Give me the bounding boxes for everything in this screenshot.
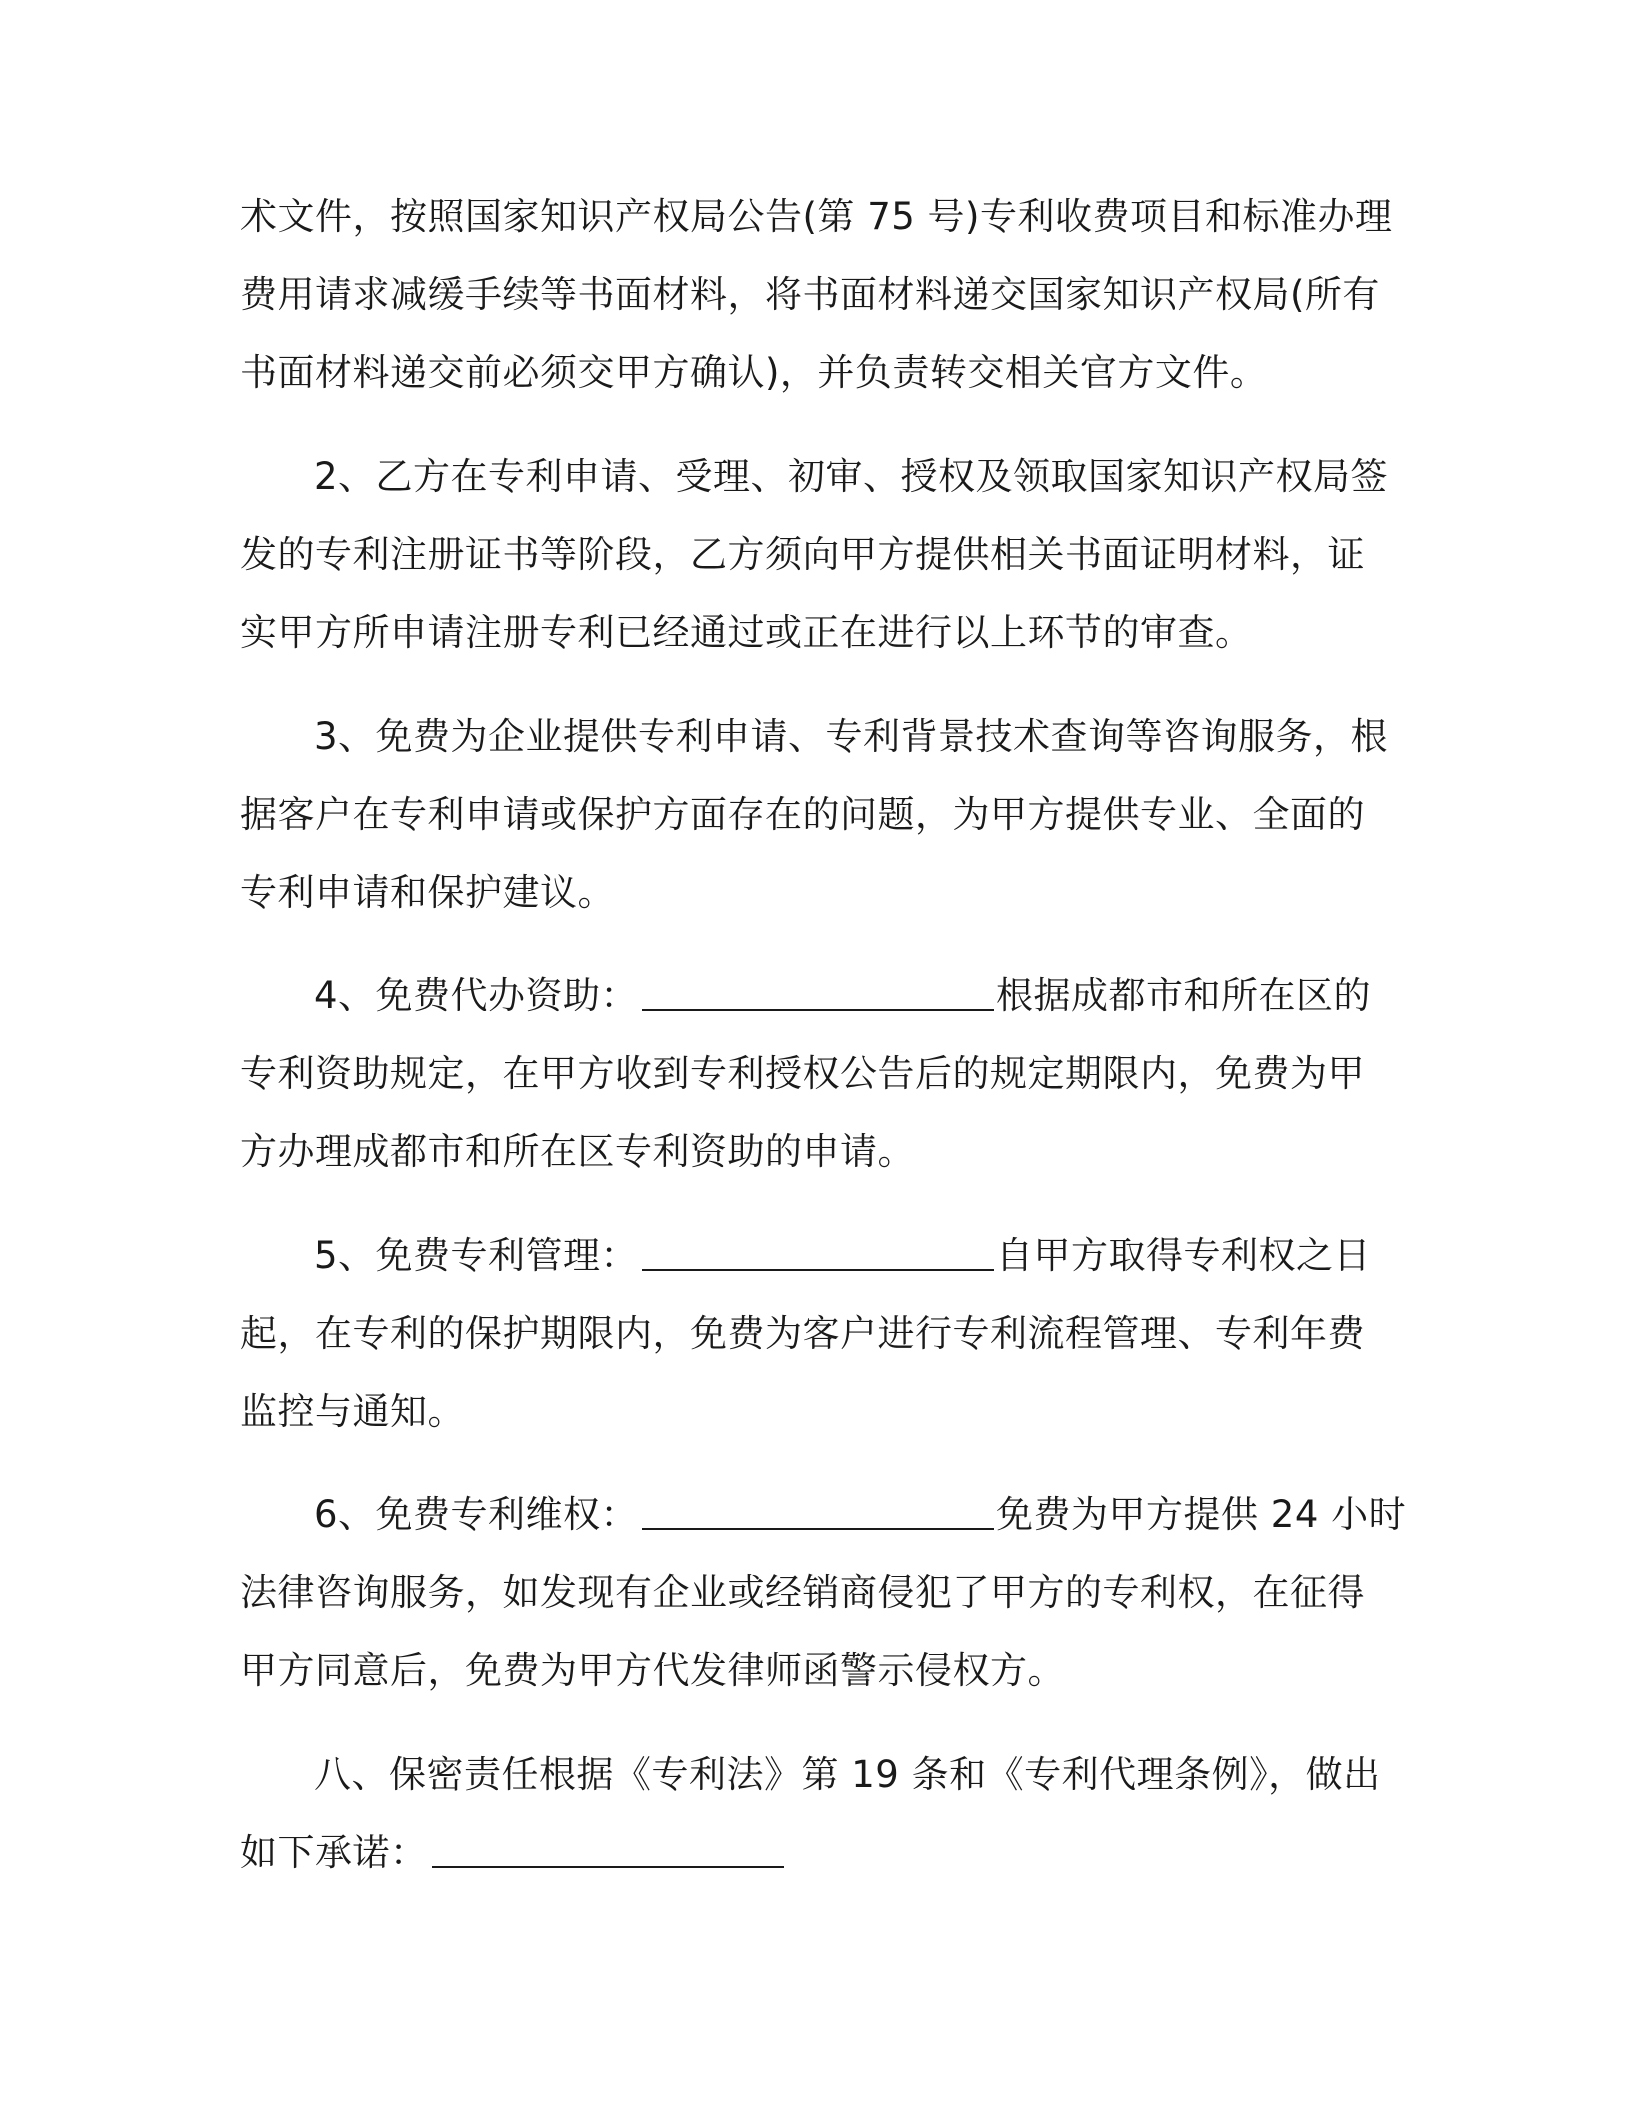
paragraph-2 (240, 438, 1390, 672)
paragraph-3 (240, 698, 1390, 932)
fill-in-blank (642, 969, 994, 1011)
clause-text: 如下承诺： (240, 1831, 428, 1874)
text-line: 法律咨询服务，如发现有企业或经销商侵犯了甲方的专利权，在征得 (240, 1571, 1365, 1614)
text-line: 术文件，按照国家知识产权局公告(第 75 号)专利收费项目和标准办理 (240, 195, 1393, 238)
fill-in-blank (432, 1826, 784, 1868)
clause-text: 根据成都市和所在区的 (996, 974, 1372, 1017)
clause-label: 5、免费专利管理： (314, 1234, 639, 1277)
paragraph-4 (240, 957, 1390, 1191)
paragraph-5 (240, 1217, 1390, 1451)
text-line: 八、保密责任根据《专利法》第 19 条和《专利代理条例》，做出 (314, 1753, 1381, 1796)
clause-text: 自甲方取得专利权之日 (996, 1234, 1372, 1277)
text-line (240, 1217, 1390, 1295)
text-line: 专利资助规定，在甲方收到专利授权公告后的规定期限内，免费为甲 (240, 1052, 1365, 1095)
text-line: 3、免费为企业提供专利申请、专利背景技术查询等咨询服务，根 (314, 715, 1389, 758)
text-line: 甲方同意后，免费为甲方代发律师函警示侵权方。 (240, 1649, 1065, 1692)
fill-in-blank (642, 1229, 994, 1271)
text-line: 专利申请和保护建议。 (240, 871, 615, 914)
text-line (240, 1476, 1407, 1554)
text-line: 监控与通知。 (240, 1390, 465, 1433)
clause-label: 6、免费专利维权： (314, 1493, 639, 1536)
text-line: 实甲方所申请注册专利已经通过或正在进行以上环节的审查。 (240, 611, 1253, 654)
paragraph-1 (240, 178, 1393, 412)
text-line: 发的专利注册证书等阶段，乙方须向甲方提供相关书面证明材料，证 (240, 533, 1365, 576)
text-line: 据客户在专利申请或保护方面存在的问题，为甲方提供专业、全面的 (240, 793, 1365, 836)
text-line (240, 957, 1390, 1035)
paragraph-confidentiality (240, 1736, 1390, 1892)
text-line: 方办理成都市和所在区专利资助的申请。 (240, 1130, 915, 1173)
paragraph-6 (240, 1476, 1407, 1710)
clause-label: 4、免费代办资助： (314, 974, 639, 1017)
text-line: 书面材料递交前必须交甲方确认)，并负责转交相关官方文件。 (240, 351, 1268, 394)
clause-text: 免费为甲方提供 24 小时 (996, 1493, 1407, 1536)
text-line: 费用请求减缓手续等书面材料，将书面材料递交国家知识产权局(所有 (240, 273, 1380, 316)
text-line: 起，在专利的保护期限内，免费为客户进行专利流程管理、专利年费 (240, 1312, 1365, 1355)
text-line (240, 1814, 1390, 1892)
text-line: 2、乙方在专利申请、受理、初审、授权及领取国家知识产权局签 (314, 455, 1389, 498)
fill-in-blank (642, 1488, 994, 1530)
